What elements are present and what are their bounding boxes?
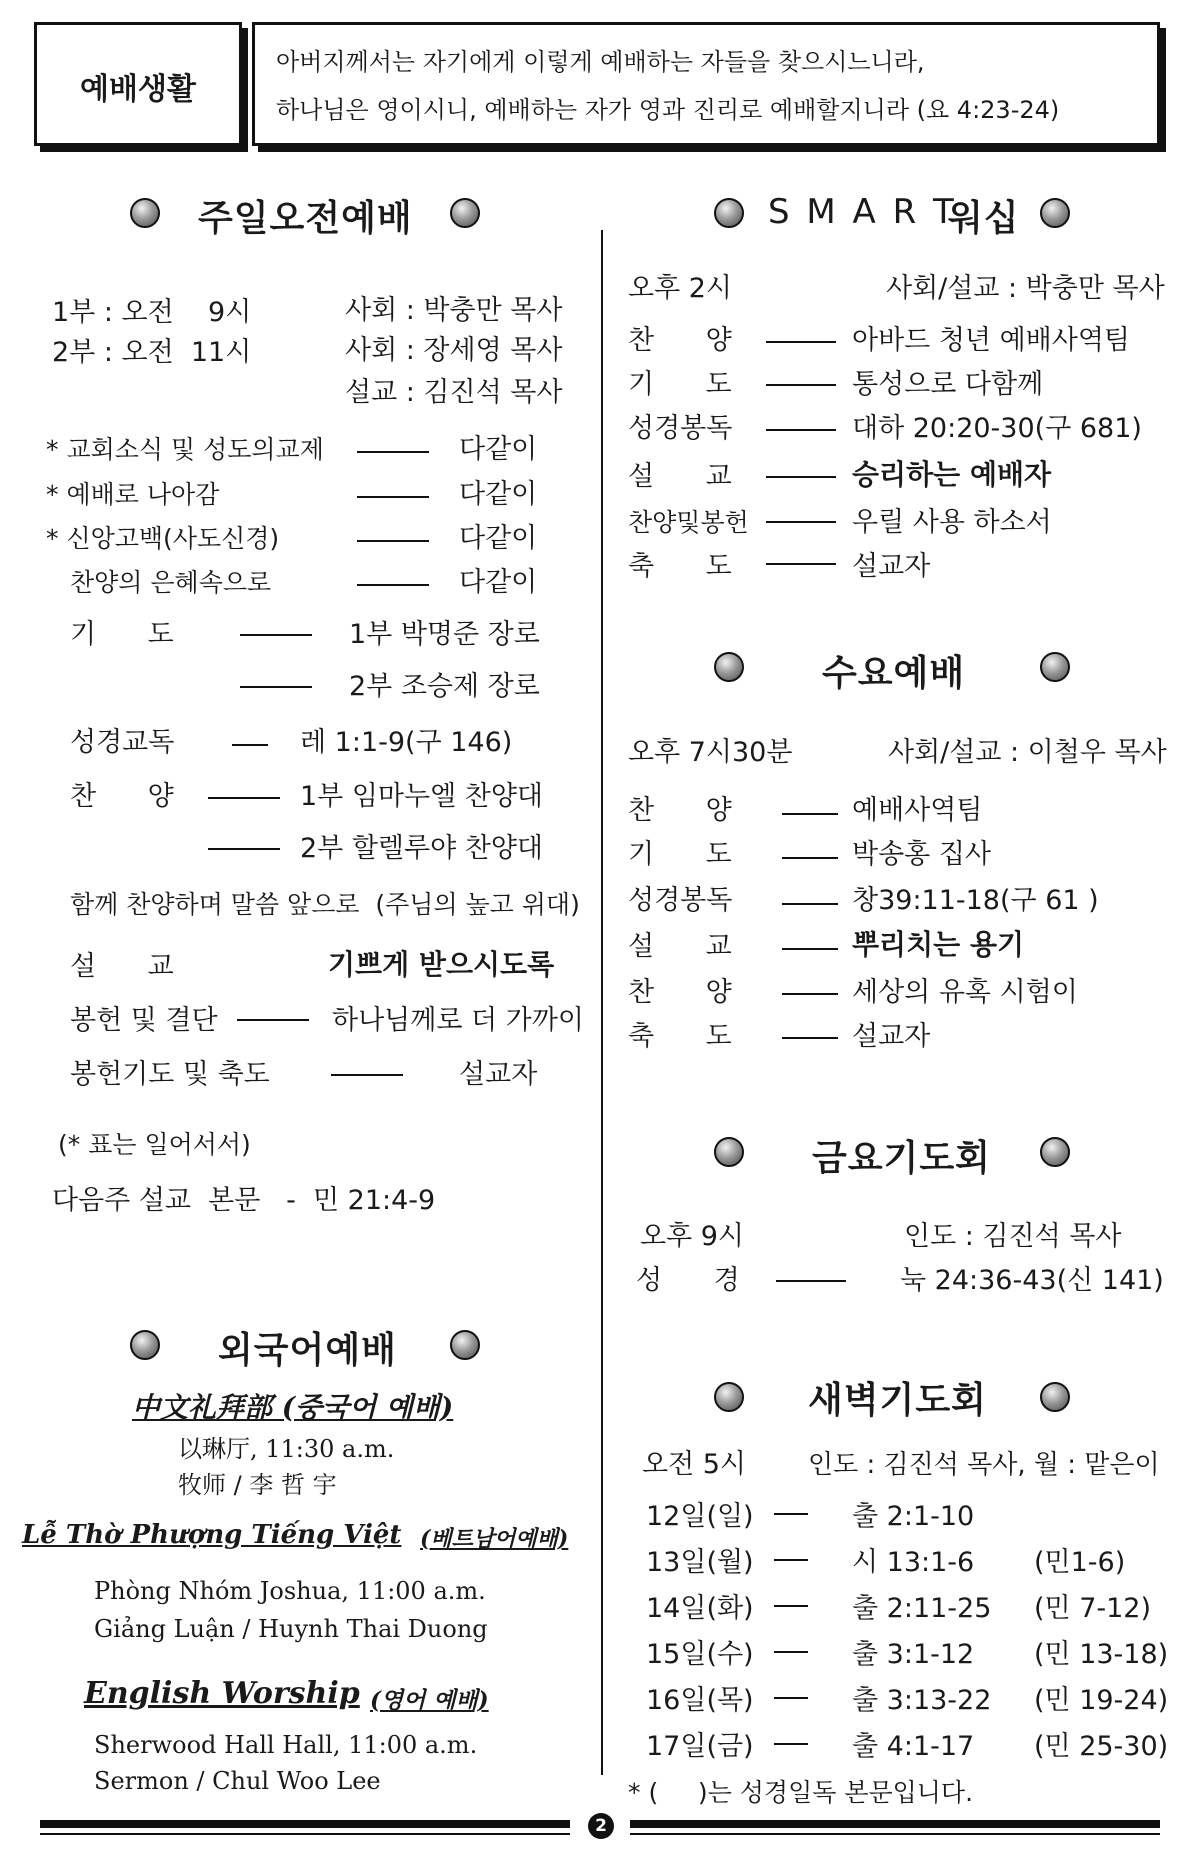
dash-line [766, 563, 836, 565]
dash-line [232, 744, 268, 746]
foreign-chinese-pastor: 牧师 / 李 哲 宇 [178, 1471, 337, 1499]
sunday-prayer-1: 1부 박명준 장로 [349, 619, 540, 650]
page-number: 2 [595, 1816, 607, 1836]
wednesday-item-name: 찬 양 [628, 977, 732, 1008]
dash-line [782, 993, 838, 995]
dash-line [766, 476, 836, 478]
sunday-preacher: 설교 : 김진석 목사 [345, 377, 563, 408]
bullet-icon [1040, 1137, 1070, 1167]
dash-line [766, 521, 836, 523]
foreign-english-sub: (영어 예배) [370, 1687, 489, 1714]
foreign-chinese-title: 中文礼拜部 (중국어 예배) [132, 1391, 454, 1424]
dawn-text: 출 3:1-12 [852, 1639, 975, 1670]
smart-item-name: 찬양및봉헌 [628, 508, 749, 537]
dash-line [782, 1037, 838, 1039]
dash-line [357, 451, 429, 453]
smart-item-name: 축 도 [628, 551, 732, 582]
dawn-text: 출 4:1-17 [852, 1731, 975, 1762]
smart-item-value: 대하 20:20-30(구 681) [852, 413, 1142, 444]
sunday-next-sermon: 다음주 설교 본문 - 민 21:4-9 [52, 1185, 436, 1216]
foreign-english-title: English Worship [84, 1676, 360, 1711]
wednesday-title: 수요예배 [822, 653, 966, 694]
friday-title: 금요기도회 [812, 1138, 991, 1179]
wednesday-item-name: 성경봉독 [628, 885, 733, 916]
sunday-blessing-label: 봉헌기도 및 축도 [70, 1059, 270, 1090]
header-verse-box [252, 22, 1160, 146]
dash-line [357, 496, 429, 498]
smart-title-a: S M A R T [768, 192, 957, 232]
sunday-item-name: * 예배로 나아감 [46, 480, 220, 509]
smart-time: 오후 2시 [628, 273, 733, 304]
wednesday-item-value: 뿌리치는 용기 [852, 928, 1025, 961]
dash-line [774, 1697, 808, 1699]
dash-line [774, 1605, 808, 1607]
bullet-icon [130, 1330, 160, 1360]
sunday-svc1-time: 1부 : 오전 9시 [52, 297, 252, 328]
sunday-title: 주일오전예배 [198, 198, 413, 239]
wednesday-item-value: 창39:11-18(구 61 ) [852, 885, 1099, 916]
sunday-item-name: * 교회소식 및 성도의교제 [46, 435, 324, 464]
foreign-viet-pastor: Giảng Luận / Huynh Thai Duong [94, 1615, 488, 1643]
sunday-blessing-value: 설교자 [459, 1059, 538, 1090]
sunday-item-value: 다같이 [459, 567, 538, 598]
dawn-time: 오전 5시 [642, 1449, 747, 1480]
foreign-english-place: Sherwood Hall Hall, 11:00 a.m. [94, 1731, 478, 1759]
dash-line [782, 857, 838, 859]
dawn-title: 새벽기도회 [808, 1380, 987, 1421]
smart-item-name: 설 교 [628, 461, 732, 492]
bullet-icon [1040, 198, 1070, 228]
dash-line [208, 797, 280, 799]
header-verse-line2: 하나님은 영이시니, 예배하는 자가 영과 진리로 예배할지니라 (요 4:23-24) [276, 96, 1060, 124]
dash-line [776, 1280, 846, 1282]
dawn-leader: 인도 : 김진석 목사, 월 : 맡은이 [808, 1450, 1160, 1480]
smart-host: 사회/설교 : 박충만 목사 [886, 273, 1165, 304]
bullet-icon [130, 198, 160, 228]
sunday-offering-label: 봉헌 및 결단 [70, 1005, 218, 1036]
dawn-text: 출 3:13-22 [852, 1685, 992, 1716]
dash-line [240, 634, 312, 636]
dash-line [774, 1651, 808, 1653]
dawn-note: * ( )는 성경일독 본문입니다. [628, 1778, 974, 1807]
smart-item-value: 설교자 [852, 551, 931, 582]
header-verse-line1: 아버지께서는 자기에게 이렇게 예배하는 자들을 찾으시느니라, [276, 48, 925, 76]
sunday-stand-note: (* 표는 일어서서) [58, 1130, 251, 1159]
sunday-item-name: * 신앙고백(사도신경) [46, 524, 280, 553]
smart-title-b: 워십 [948, 198, 1020, 239]
bullet-icon [450, 198, 480, 228]
dash-line [240, 686, 312, 688]
sunday-offering-value: 하나님께로 더 가까이 [332, 1005, 584, 1036]
bullet-icon [450, 1330, 480, 1360]
wednesday-item-name: 설 교 [628, 931, 732, 962]
wednesday-host: 사회/설교 : 이철우 목사 [888, 737, 1167, 768]
foreign-viet-sub: (베트남어예배) [420, 1526, 569, 1552]
wednesday-item-name: 기 도 [628, 839, 732, 870]
sunday-together: 함께 찬양하며 말씀 앞으로 (주님의 높고 위대) [70, 890, 580, 919]
dawn-text: 출 2:11-25 [852, 1593, 992, 1624]
dash-line [357, 540, 429, 542]
sunday-reading-value: 레 1:1-9(구 146) [300, 727, 513, 758]
sunday-choir-2: 2부 할렐루야 찬양대 [300, 833, 543, 864]
bullet-icon [714, 198, 744, 228]
dawn-read: (민 13-18) [1034, 1639, 1169, 1670]
smart-item-name: 성경봉독 [628, 413, 733, 444]
dash-line [357, 584, 429, 586]
friday-scripture-label: 성 경 [636, 1265, 740, 1296]
sunday-item-value: 다같이 [459, 523, 538, 554]
sunday-sermon-label: 설 교 [70, 951, 174, 982]
smart-item-name: 찬 양 [628, 325, 732, 356]
dawn-read: (민1-6) [1034, 1547, 1126, 1578]
dash-line [774, 1743, 808, 1745]
sunday-choir-label: 찬 양 [70, 781, 174, 812]
dawn-day: 12일(일) [646, 1501, 754, 1532]
bullet-icon [714, 1137, 744, 1167]
wednesday-time: 오후 7시30분 [628, 737, 793, 768]
wednesday-item-name: 찬 양 [628, 795, 732, 826]
footer-rule-right-thin [630, 1833, 1160, 1835]
dawn-day: 16일(목) [646, 1685, 754, 1716]
wednesday-item-name: 축 도 [628, 1021, 732, 1052]
sunday-reading-label: 성경교독 [70, 727, 175, 758]
friday-time: 오후 9시 [640, 1221, 745, 1252]
smart-item-value: 아바드 청년 예배사역팀 [852, 325, 1130, 356]
dawn-day: 15일(수) [646, 1639, 754, 1670]
sunday-svc2-host: 사회 : 장세영 목사 [345, 335, 563, 366]
dawn-text: 출 2:1-10 [852, 1501, 975, 1532]
sunday-svc1-host: 사회 : 박충만 목사 [345, 295, 563, 326]
bullet-icon [714, 1382, 744, 1412]
sunday-choir-1: 1부 임마누엘 찬양대 [300, 781, 543, 812]
dash-line [331, 1074, 403, 1076]
footer-rule-left-thin [40, 1833, 570, 1835]
sunday-item-value: 다같이 [459, 434, 538, 465]
foreign-chinese-place: 以琳厅, 11:30 a.m. [178, 1435, 395, 1463]
dash-line [208, 848, 280, 850]
sunday-sermon-title: 기쁘게 받으시도록 [328, 948, 555, 981]
sunday-svc2-time: 2부 : 오전 11시 [52, 337, 252, 368]
wednesday-item-value: 설교자 [852, 1021, 931, 1052]
dash-line [766, 384, 836, 386]
bullet-icon [1040, 652, 1070, 682]
sunday-prayer-2: 2부 조승제 장로 [349, 671, 540, 702]
wednesday-item-value: 예배사역팀 [852, 795, 983, 826]
friday-leader: 인도 : 김진석 목사 [904, 1221, 1122, 1252]
dash-line [782, 948, 838, 950]
wednesday-item-value: 세상의 유혹 시험이 [852, 977, 1078, 1008]
smart-item-name: 기 도 [628, 369, 732, 400]
sunday-item-value: 다같이 [459, 479, 538, 510]
bullet-icon [714, 652, 744, 682]
dash-line [766, 429, 836, 431]
header-label: 예배생활 [80, 72, 196, 107]
dawn-text: 시 13:1-6 [852, 1547, 975, 1578]
dawn-read: (민 7-12) [1034, 1593, 1152, 1624]
dawn-day: 17일(금) [646, 1731, 754, 1762]
dash-line [782, 903, 838, 905]
dash-line [766, 341, 836, 343]
dash-line [774, 1559, 808, 1561]
dawn-day: 14일(화) [646, 1593, 754, 1624]
bullet-icon [1040, 1382, 1070, 1412]
smart-item-value: 승리하는 예배자 [852, 458, 1052, 491]
smart-item-value: 우릴 사용 하소서 [852, 507, 1052, 538]
dawn-day: 13일(월) [646, 1547, 754, 1578]
dash-line [774, 1513, 808, 1515]
footer-rule-right [630, 1820, 1160, 1828]
sunday-prayer-label: 기 도 [70, 619, 174, 650]
foreign-viet-title: Lễ Thờ Phượng Tiếng Việt [22, 1520, 402, 1550]
dawn-read: (민 19-24) [1034, 1685, 1169, 1716]
smart-item-value: 통성으로 다함께 [852, 369, 1044, 400]
foreign-title: 외국어예배 [218, 1330, 397, 1371]
dawn-read: (민 25-30) [1034, 1731, 1169, 1762]
dash-line [782, 813, 838, 815]
dash-line [237, 1019, 309, 1021]
wednesday-item-value: 박송홍 집사 [852, 839, 991, 870]
column-divider [601, 230, 603, 1775]
foreign-english-pastor: Sermon / Chul Woo Lee [94, 1767, 381, 1795]
foreign-viet-place: Phòng Nhóm Joshua, 11:00 a.m. [94, 1577, 486, 1605]
footer-rule-left [40, 1820, 570, 1828]
friday-scripture-value: 눅 24:36-43(신 141) [900, 1265, 1164, 1296]
sunday-item-name: 찬양의 은혜속으로 [70, 568, 272, 597]
